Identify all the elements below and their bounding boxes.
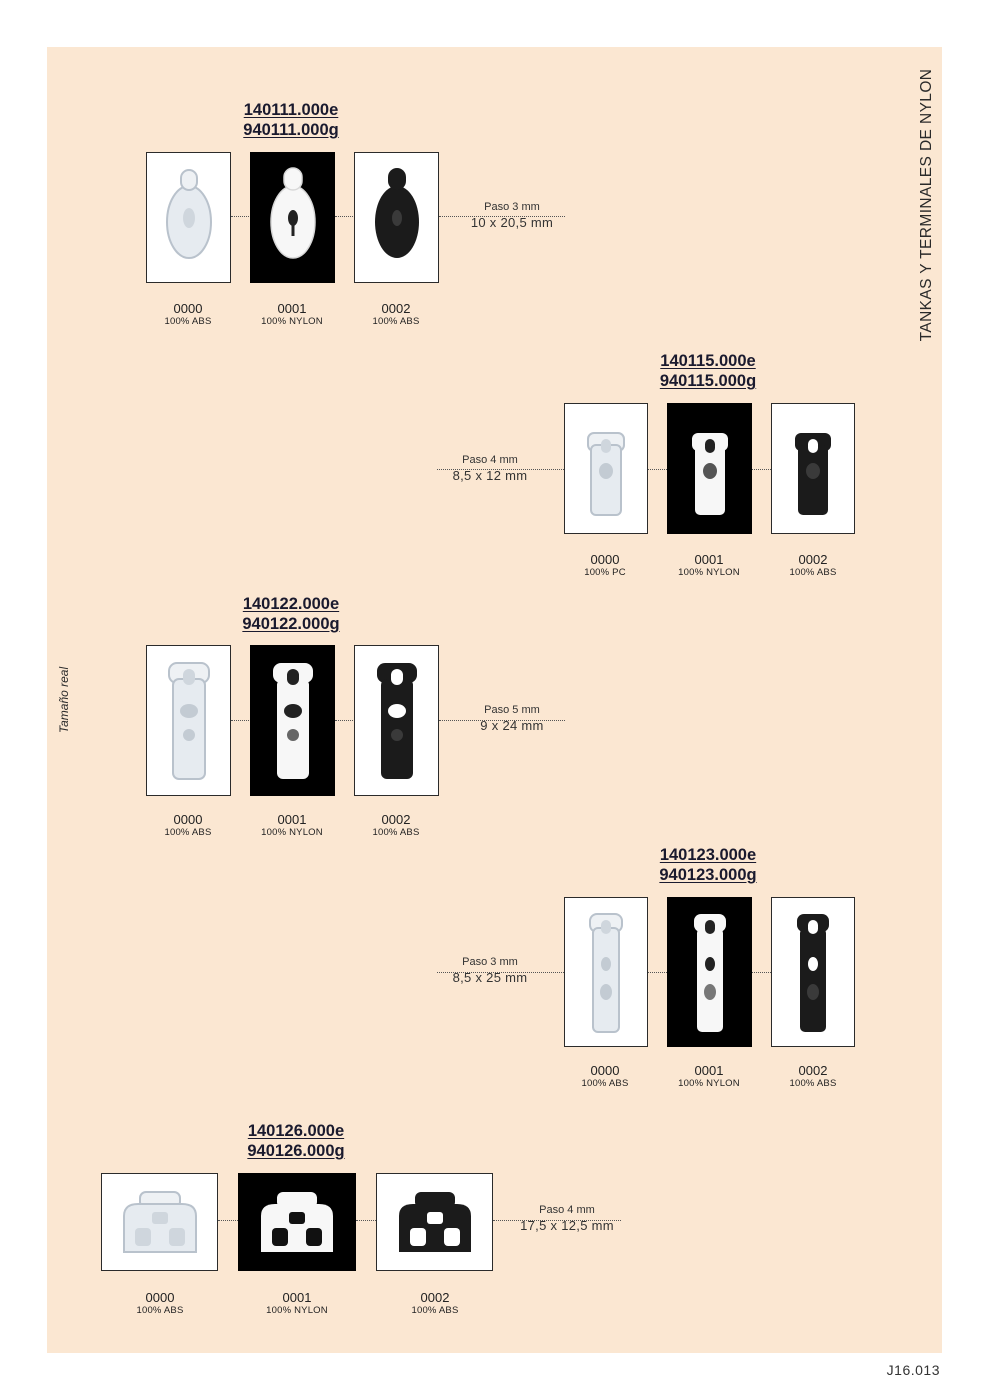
dotted-connector <box>231 720 249 721</box>
scale-note: Tamaño real <box>57 666 71 734</box>
spec-paso: Paso 4 mm <box>462 454 518 466</box>
variant-code: 0002 <box>381 812 411 827</box>
variant-label <box>654 552 764 579</box>
product-code-e[interactable]: 140115.000e <box>660 352 756 370</box>
product-photo-white[interactable] <box>250 645 335 796</box>
variant-code: 0001 <box>277 812 307 827</box>
variant-code: 0000 <box>173 301 203 316</box>
variant-code: 0001 <box>694 552 724 567</box>
variant-label <box>341 301 451 328</box>
variant-code: 0001 <box>282 1290 312 1305</box>
page-number: J16.013 <box>886 1362 940 1378</box>
tall-cylinder-stopper-icon <box>159 651 219 791</box>
product-photo-black[interactable] <box>376 1173 493 1271</box>
variant-material: 100% ABS <box>136 1305 184 1316</box>
product-spec <box>432 200 592 232</box>
variant-code: 0000 <box>590 1063 620 1078</box>
variant-material: 100% PC <box>584 567 626 578</box>
variant-code: 0001 <box>277 301 307 316</box>
product-code-e[interactable]: 140122.000e <box>242 595 340 613</box>
product-photo-transparent[interactable] <box>564 403 648 534</box>
variant-material: 100% ABS <box>372 316 420 327</box>
product-photo-black[interactable] <box>354 645 439 796</box>
dotted-connector <box>231 216 249 217</box>
variant-label <box>133 301 243 328</box>
product-spec <box>410 955 570 987</box>
variant-label <box>242 1290 352 1317</box>
variant-material: 100% ABS <box>789 1078 837 1089</box>
spec-dimensions: 9 x 24 mm <box>480 718 544 733</box>
slim-cylinder-stopper-icon <box>576 902 636 1042</box>
variant-code: 0000 <box>590 552 620 567</box>
dotted-connector <box>218 1220 238 1221</box>
variant-code: 0000 <box>145 1290 175 1305</box>
cylinder-stopper-icon <box>783 409 843 529</box>
oval-stopper-icon <box>367 158 427 278</box>
spec-paso: Paso 5 mm <box>484 704 540 716</box>
variant-label <box>550 1063 660 1090</box>
oval-stopper-icon <box>159 158 219 278</box>
variant-code: 0002 <box>798 1063 828 1078</box>
variant-material: 100% ABS <box>581 1078 629 1089</box>
product-code-e[interactable]: 140123.000e <box>659 846 757 864</box>
product-photo-white[interactable] <box>667 897 752 1047</box>
variant-label <box>654 1063 764 1090</box>
product-code-g[interactable]: 940115.000g <box>659 372 757 390</box>
variant-label <box>133 812 243 839</box>
dotted-connector <box>648 972 667 973</box>
product-codes <box>608 351 808 391</box>
cylinder-stopper-icon <box>680 409 740 529</box>
product-photo-transparent[interactable] <box>564 897 648 1047</box>
variant-material: 100% NYLON <box>678 567 740 578</box>
spec-dimensions: 8,5 x 25 mm <box>452 970 528 985</box>
variant-material: 100% ABS <box>411 1305 459 1316</box>
wide-stopper-icon <box>110 1182 210 1262</box>
cylinder-stopper-icon <box>576 409 636 529</box>
oval-stopper-icon <box>263 158 323 278</box>
variant-material: 100% NYLON <box>261 316 323 327</box>
dotted-connector <box>752 972 771 973</box>
variant-material: 100% ABS <box>789 567 837 578</box>
spec-dimensions: 17,5 x 12,5 mm <box>520 1218 614 1233</box>
variant-label <box>341 812 451 839</box>
product-code-g[interactable]: 940122.000g <box>242 615 340 633</box>
variant-code: 0001 <box>694 1063 724 1078</box>
product-code-g[interactable]: 940111.000g <box>243 121 339 139</box>
variant-label <box>105 1290 215 1317</box>
product-spec <box>410 453 570 485</box>
product-code-g[interactable]: 940126.000g <box>247 1142 345 1160</box>
dotted-connector <box>752 469 771 470</box>
variant-material: 100% NYLON <box>678 1078 740 1089</box>
variant-label <box>237 301 347 328</box>
variant-material: 100% ABS <box>164 316 212 327</box>
variant-label <box>550 552 660 579</box>
product-code-g[interactable]: 940123.000g <box>659 866 757 884</box>
product-spec <box>432 703 592 735</box>
product-codes <box>608 845 808 885</box>
wide-stopper-icon <box>247 1182 347 1262</box>
slim-cylinder-stopper-icon <box>783 902 843 1042</box>
spec-paso: Paso 3 mm <box>462 956 518 968</box>
variant-code: 0002 <box>381 301 411 316</box>
product-photo-black[interactable] <box>771 403 855 534</box>
variant-code: 0002 <box>420 1290 450 1305</box>
variant-material: 100% ABS <box>164 827 212 838</box>
product-photo-transparent[interactable] <box>101 1173 218 1271</box>
variant-label <box>758 552 868 579</box>
section-title: TANKAS Y TERMINALES DE NYLON <box>918 68 935 342</box>
dotted-connector <box>356 1220 376 1221</box>
product-photo-black[interactable] <box>771 897 855 1047</box>
product-photo-white[interactable] <box>238 1173 356 1271</box>
slim-cylinder-stopper-icon <box>680 902 740 1042</box>
variant-material: 100% NYLON <box>261 827 323 838</box>
spec-paso: Paso 3 mm <box>484 201 540 213</box>
product-photo-transparent[interactable] <box>146 645 231 796</box>
dotted-connector <box>335 216 353 217</box>
product-photo-black[interactable] <box>354 152 439 283</box>
spec-paso: Paso 4 mm <box>539 1204 595 1216</box>
spec-dimensions: 8,5 x 12 mm <box>452 468 528 483</box>
variant-material: 100% NYLON <box>266 1305 328 1316</box>
product-codes <box>191 594 391 634</box>
product-codes <box>196 1121 396 1161</box>
product-photo-white[interactable] <box>667 403 752 534</box>
variant-code: 0000 <box>173 812 203 827</box>
variant-label <box>380 1290 490 1317</box>
tall-cylinder-stopper-icon <box>263 651 323 791</box>
variant-material: 100% ABS <box>372 827 420 838</box>
tall-cylinder-stopper-icon <box>367 651 427 791</box>
product-codes <box>191 100 391 140</box>
variant-label <box>758 1063 868 1090</box>
product-code-e[interactable]: 140111.000e <box>243 101 339 119</box>
dotted-connector <box>335 720 353 721</box>
product-photo-white[interactable] <box>250 152 335 283</box>
dotted-connector <box>648 469 667 470</box>
wide-stopper-icon <box>385 1182 485 1262</box>
product-code-e[interactable]: 140126.000e <box>247 1122 345 1140</box>
variant-code: 0002 <box>798 552 828 567</box>
product-photo-transparent[interactable] <box>146 152 231 283</box>
spec-dimensions: 10 x 20,5 mm <box>470 215 554 230</box>
variant-label <box>237 812 347 839</box>
product-spec <box>487 1203 647 1235</box>
